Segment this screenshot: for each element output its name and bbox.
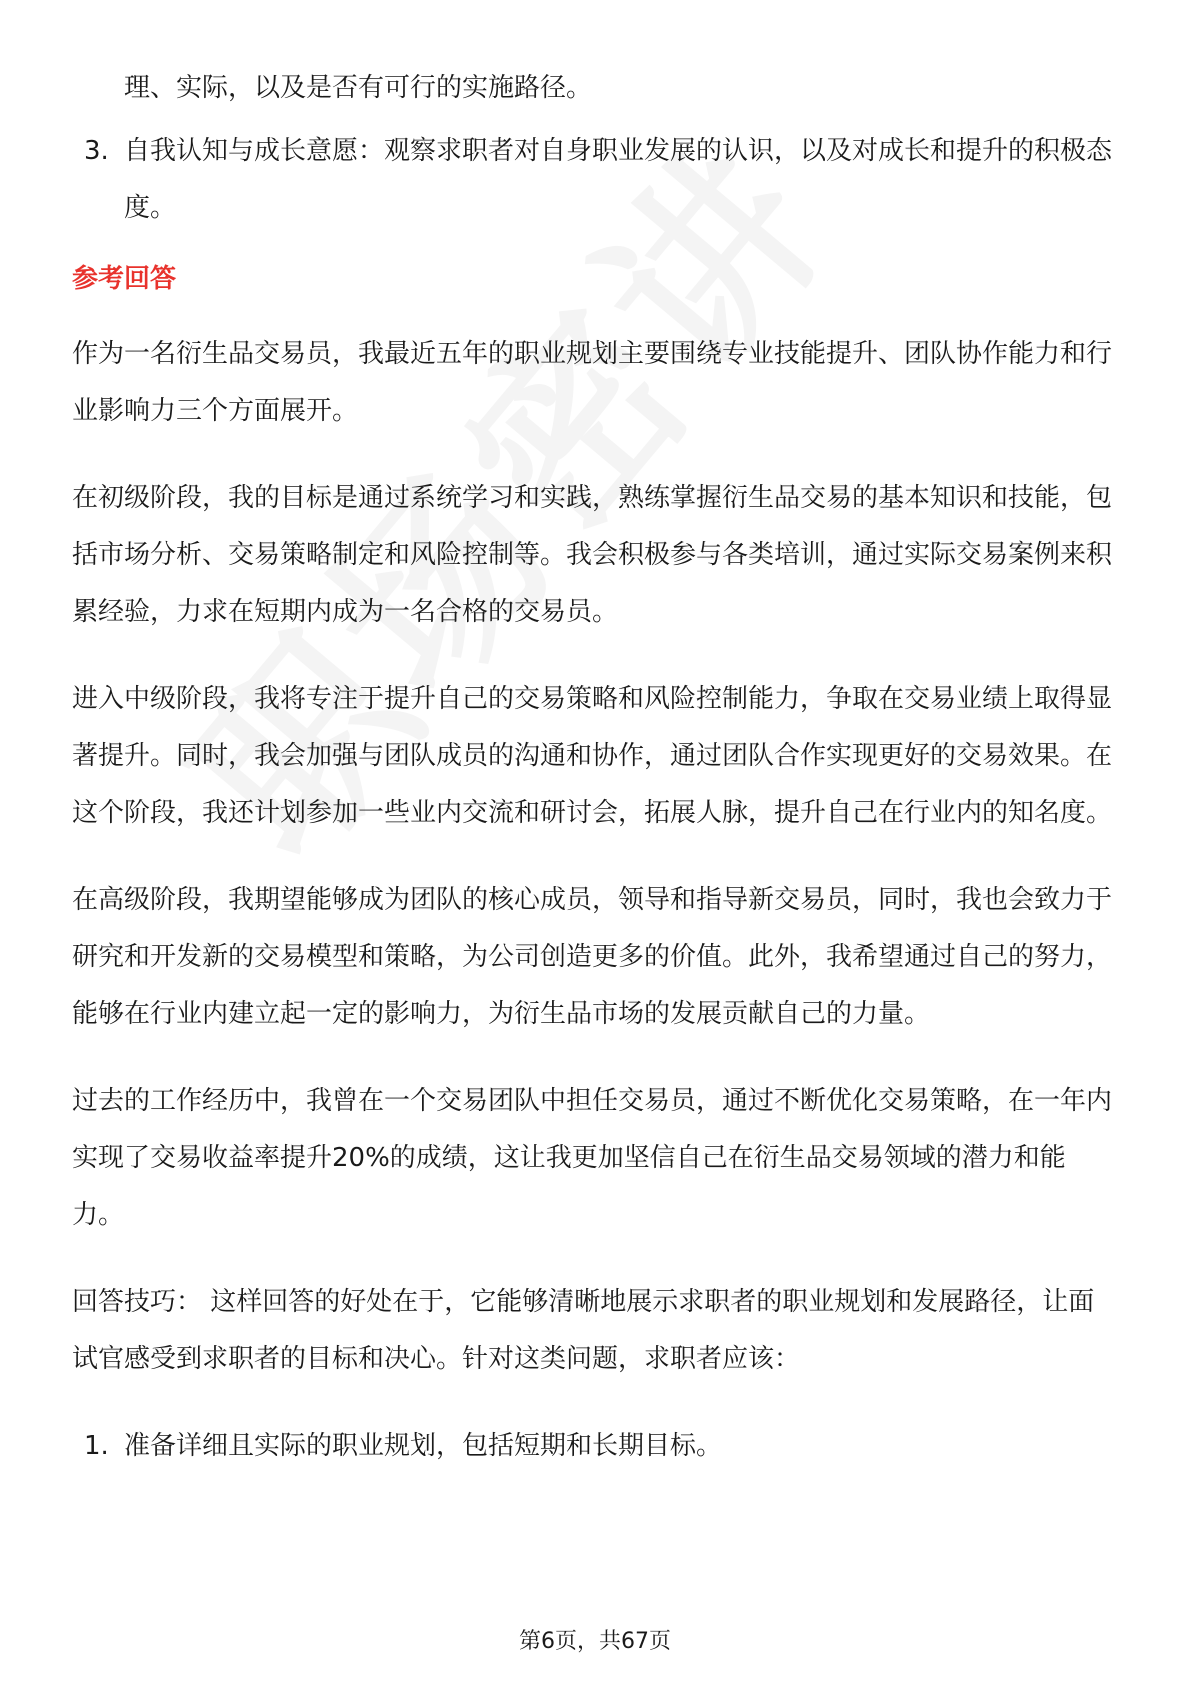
tip-item-1 — [72, 1418, 1112, 1475]
answer-paragraph-intro: 作为一名衍生品交易员，我最近五年的职业规划主要围绕专业技能提升、团队协作能力和行业影响力三个方面展开。 — [72, 339, 1113, 426]
document-body — [72, 60, 1112, 1475]
answer-paragraph-senior: 在高级阶段，我期望能够成为团队的核心成员，领导和指导新交易员，同时，我也会致力于研究和开发新的交易模型和策略，为公司创造更多的价值。此外，我希望通过自己的努力，能够在行业内建立起一定的影响力，为衍生品市场的发展贡献自己的力量。 — [72, 885, 1113, 1029]
list-item-text: 准备详细且实际的职业规划，包括短期和长期目标。 — [124, 1431, 723, 1461]
page-footer: 第6页，共67页 — [519, 1629, 671, 1654]
answer-tips-paragraph: 回答技巧： 这样回答的好处在于，它能够清晰地展示求职者的职业规划和发展路径，让面试官感受到求职者的目标和决心。针对这类问题，求职者应该： — [72, 1287, 1095, 1374]
list-number: 3. — [84, 136, 109, 166]
answer-paragraph-experience: 过去的工作经历中，我曾在一个交易团队中担任交易员，通过不断优化交易策略，在一年内实现了交易收益率提升20%的成绩，这让我更加坚信自己在衍生品交易领域的潜力和能力。 — [72, 1086, 1113, 1230]
evaluation-point-2-continued — [72, 60, 1112, 117]
evaluation-point-3 — [72, 123, 1112, 237]
list-item-text: 自我认知与成长意愿：观察求职者对自身职业发展的认识，以及对成长和提升的积极态度。 — [124, 136, 1113, 223]
list-number: 1. — [84, 1431, 109, 1461]
answer-paragraph-junior: 在初级阶段，我的目标是通过系统学习和实践，熟练掌握衍生品交易的基本知识和技能，包括市场分析、交易策略制定和风险控制等。我会积极参与各类培训，通过实际交易案例来积累经验，力求在短期内成为一名合格的交易员。 — [72, 483, 1113, 627]
reference-answer-heading: 参考回答 — [72, 264, 177, 294]
list-item-text: 理、实际，以及是否有可行的实施路径。 — [124, 73, 593, 103]
answer-paragraph-intermediate: 进入中级阶段，我将专注于提升自己的交易策略和风险控制能力，争取在交易业绩上取得显著提升。同时，我会加强与团队成员的沟通和协作，通过团队合作实现更好的交易效果。在这个阶段，我还计划参加一些业内交流和研讨会，拓展人脉，提升自己在行业内的知名度。 — [72, 684, 1113, 828]
